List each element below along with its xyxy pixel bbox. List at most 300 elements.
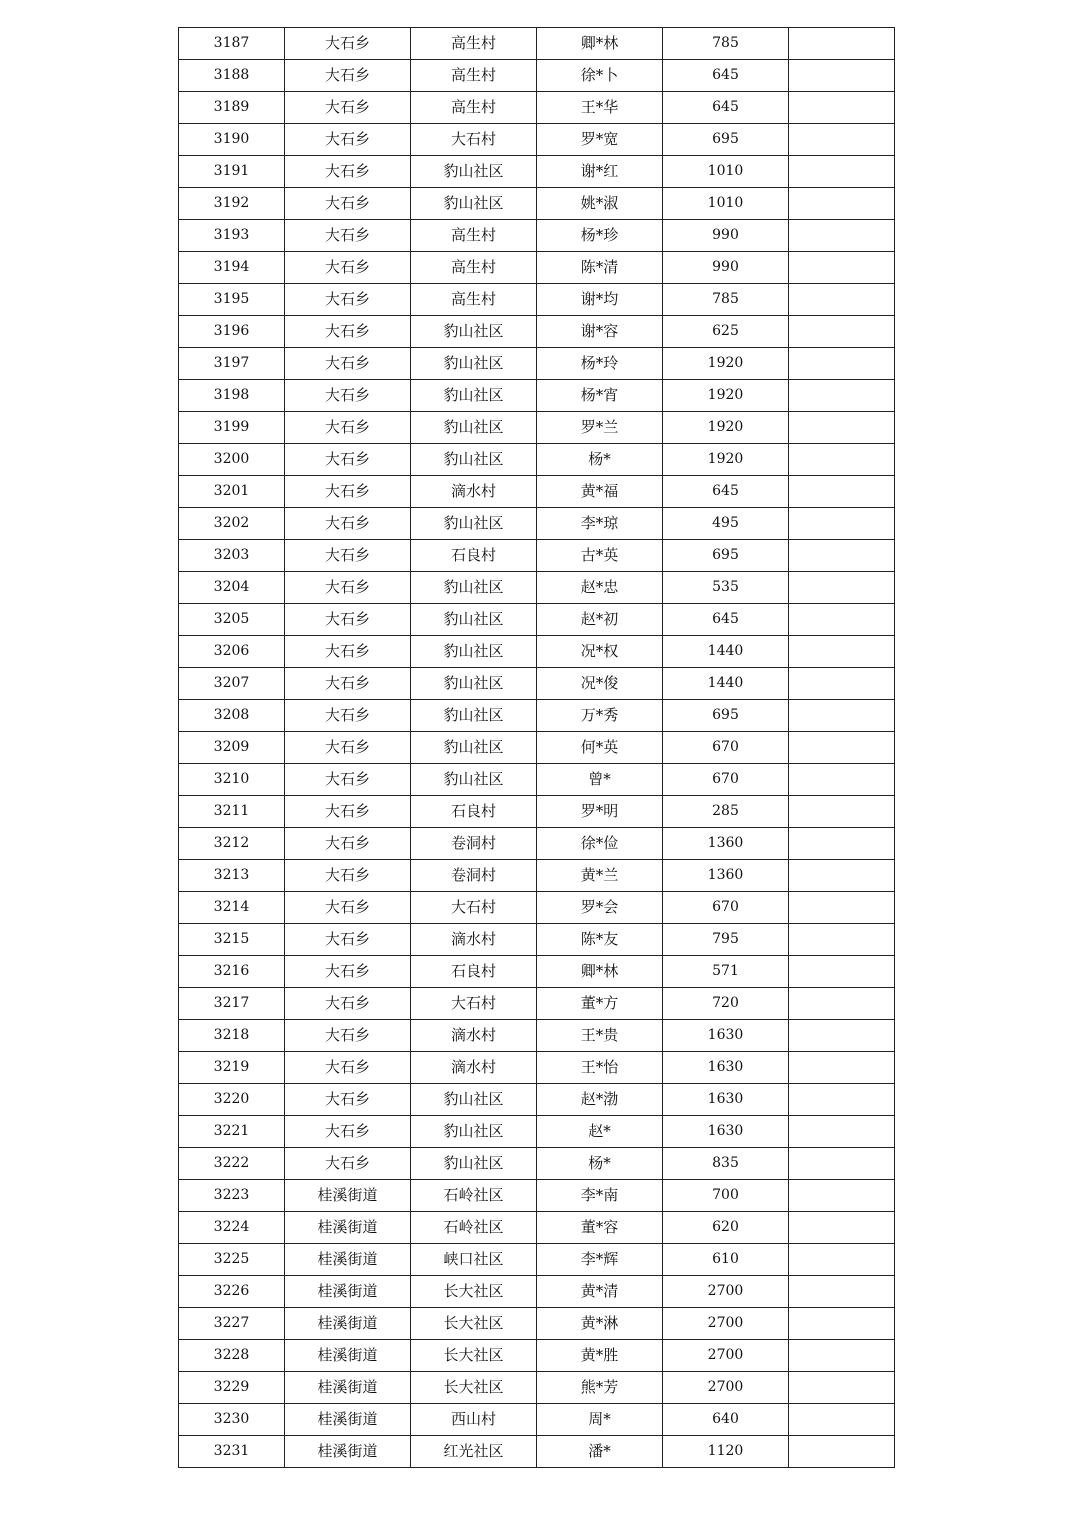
cell-town: 大石乡 [285, 220, 411, 252]
cell-person-name: 赵*忠 [537, 572, 663, 604]
cell-amount: 720 [663, 988, 789, 1020]
cell-town: 大石乡 [285, 284, 411, 316]
cell-village: 大石村 [411, 892, 537, 924]
table-row [179, 1436, 895, 1468]
cell-village: 豹山社区 [411, 156, 537, 188]
cell-amount: 645 [663, 476, 789, 508]
cell-note [789, 956, 895, 988]
cell-serial-number: 3206 [179, 636, 285, 668]
table-row [179, 924, 895, 956]
cell-amount: 785 [663, 284, 789, 316]
cell-person-name: 杨* [537, 1148, 663, 1180]
cell-amount: 1920 [663, 348, 789, 380]
cell-town: 桂溪街道 [285, 1340, 411, 1372]
cell-serial-number: 3189 [179, 92, 285, 124]
cell-person-name: 黄*清 [537, 1276, 663, 1308]
cell-town: 大石乡 [285, 828, 411, 860]
table-row [179, 604, 895, 636]
cell-town: 大石乡 [285, 572, 411, 604]
cell-note [789, 476, 895, 508]
cell-person-name: 潘* [537, 1436, 663, 1468]
table-row [179, 1340, 895, 1372]
cell-serial-number: 3221 [179, 1116, 285, 1148]
cell-village: 滴水村 [411, 1020, 537, 1052]
cell-note [789, 1308, 895, 1340]
cell-serial-number: 3201 [179, 476, 285, 508]
table-row [179, 284, 895, 316]
cell-town: 大石乡 [285, 764, 411, 796]
cell-note [789, 796, 895, 828]
cell-village: 高生村 [411, 60, 537, 92]
cell-person-name: 熊*芳 [537, 1372, 663, 1404]
cell-person-name: 何*英 [537, 732, 663, 764]
cell-note [789, 1436, 895, 1468]
cell-town: 大石乡 [285, 156, 411, 188]
cell-town: 大石乡 [285, 1116, 411, 1148]
cell-note [789, 636, 895, 668]
roster-table-body [179, 28, 895, 1468]
cell-amount: 2700 [663, 1276, 789, 1308]
cell-town: 桂溪街道 [285, 1212, 411, 1244]
cell-town: 大石乡 [285, 444, 411, 476]
cell-amount: 1010 [663, 156, 789, 188]
table-row [179, 412, 895, 444]
cell-village: 石岭社区 [411, 1180, 537, 1212]
cell-person-name: 黄*福 [537, 476, 663, 508]
cell-town: 大石乡 [285, 540, 411, 572]
cell-village: 豹山社区 [411, 412, 537, 444]
cell-amount: 1920 [663, 380, 789, 412]
cell-amount: 535 [663, 572, 789, 604]
cell-note [789, 156, 895, 188]
cell-town: 大石乡 [285, 732, 411, 764]
cell-serial-number: 3214 [179, 892, 285, 924]
cell-town: 大石乡 [285, 28, 411, 60]
cell-person-name: 李*琼 [537, 508, 663, 540]
cell-village: 西山村 [411, 1404, 537, 1436]
cell-note [789, 1340, 895, 1372]
cell-town: 大石乡 [285, 636, 411, 668]
cell-village: 豹山社区 [411, 732, 537, 764]
table-row [179, 540, 895, 572]
cell-town: 大石乡 [285, 1052, 411, 1084]
cell-note [789, 988, 895, 1020]
cell-person-name: 曾* [537, 764, 663, 796]
cell-person-name: 况*权 [537, 636, 663, 668]
cell-serial-number: 3218 [179, 1020, 285, 1052]
cell-village: 高生村 [411, 284, 537, 316]
cell-amount: 785 [663, 28, 789, 60]
cell-village: 高生村 [411, 28, 537, 60]
cell-person-name: 王*贵 [537, 1020, 663, 1052]
cell-note [789, 1180, 895, 1212]
cell-person-name: 谢*容 [537, 316, 663, 348]
table-row [179, 1180, 895, 1212]
table-row [179, 348, 895, 380]
cell-village: 长大社区 [411, 1276, 537, 1308]
cell-town: 大石乡 [285, 1020, 411, 1052]
cell-note [789, 1244, 895, 1276]
cell-village: 豹山社区 [411, 188, 537, 220]
cell-serial-number: 3190 [179, 124, 285, 156]
table-row [179, 1244, 895, 1276]
cell-serial-number: 3192 [179, 188, 285, 220]
cell-serial-number: 3226 [179, 1276, 285, 1308]
cell-amount: 571 [663, 956, 789, 988]
cell-serial-number: 3197 [179, 348, 285, 380]
cell-town: 大石乡 [285, 60, 411, 92]
cell-person-name: 罗*会 [537, 892, 663, 924]
cell-serial-number: 3209 [179, 732, 285, 764]
cell-note [789, 732, 895, 764]
cell-town: 桂溪街道 [285, 1308, 411, 1340]
cell-note [789, 124, 895, 156]
roster-table [178, 27, 895, 1468]
cell-note [789, 700, 895, 732]
cell-serial-number: 3199 [179, 412, 285, 444]
cell-person-name: 陈*清 [537, 252, 663, 284]
cell-serial-number: 3204 [179, 572, 285, 604]
cell-person-name: 万*秀 [537, 700, 663, 732]
cell-town: 大石乡 [285, 700, 411, 732]
cell-person-name: 杨* [537, 444, 663, 476]
cell-note [789, 220, 895, 252]
cell-note [789, 252, 895, 284]
cell-amount: 640 [663, 1404, 789, 1436]
cell-serial-number: 3224 [179, 1212, 285, 1244]
cell-village: 高生村 [411, 220, 537, 252]
cell-serial-number: 3208 [179, 700, 285, 732]
table-row [179, 892, 895, 924]
cell-village: 豹山社区 [411, 764, 537, 796]
cell-amount: 645 [663, 60, 789, 92]
table-row [179, 572, 895, 604]
cell-amount: 610 [663, 1244, 789, 1276]
cell-amount: 1360 [663, 828, 789, 860]
cell-amount: 670 [663, 732, 789, 764]
cell-person-name: 赵* [537, 1116, 663, 1148]
cell-village: 石良村 [411, 540, 537, 572]
cell-note [789, 348, 895, 380]
cell-note [789, 508, 895, 540]
cell-serial-number: 3222 [179, 1148, 285, 1180]
cell-person-name: 董*容 [537, 1212, 663, 1244]
cell-town: 桂溪街道 [285, 1372, 411, 1404]
cell-town: 大石乡 [285, 892, 411, 924]
cell-serial-number: 3220 [179, 1084, 285, 1116]
cell-person-name: 赵*初 [537, 604, 663, 636]
cell-person-name: 赵*渤 [537, 1084, 663, 1116]
cell-village: 豹山社区 [411, 1148, 537, 1180]
cell-serial-number: 3205 [179, 604, 285, 636]
cell-village: 豹山社区 [411, 1116, 537, 1148]
table-row [179, 764, 895, 796]
table-row [179, 444, 895, 476]
cell-serial-number: 3223 [179, 1180, 285, 1212]
cell-town: 大石乡 [285, 476, 411, 508]
cell-person-name: 杨*玲 [537, 348, 663, 380]
cell-town: 大石乡 [285, 924, 411, 956]
cell-town: 桂溪街道 [285, 1404, 411, 1436]
cell-town: 大石乡 [285, 796, 411, 828]
cell-note [789, 1148, 895, 1180]
cell-person-name: 王*华 [537, 92, 663, 124]
cell-note [789, 668, 895, 700]
table-row [179, 92, 895, 124]
cell-serial-number: 3231 [179, 1436, 285, 1468]
cell-village: 豹山社区 [411, 700, 537, 732]
cell-amount: 700 [663, 1180, 789, 1212]
cell-serial-number: 3194 [179, 252, 285, 284]
cell-person-name: 李*辉 [537, 1244, 663, 1276]
cell-amount: 795 [663, 924, 789, 956]
cell-village: 豹山社区 [411, 604, 537, 636]
cell-village: 高生村 [411, 92, 537, 124]
cell-person-name: 罗*明 [537, 796, 663, 828]
cell-serial-number: 3213 [179, 860, 285, 892]
cell-town: 大石乡 [285, 92, 411, 124]
cell-note [789, 1116, 895, 1148]
cell-note [789, 1212, 895, 1244]
cell-amount: 1630 [663, 1084, 789, 1116]
cell-village: 滴水村 [411, 476, 537, 508]
cell-village: 石良村 [411, 956, 537, 988]
cell-person-name: 罗*兰 [537, 412, 663, 444]
cell-serial-number: 3196 [179, 316, 285, 348]
table-row [179, 508, 895, 540]
table-row [179, 1372, 895, 1404]
cell-note [789, 444, 895, 476]
cell-town: 大石乡 [285, 508, 411, 540]
cell-village: 大石村 [411, 988, 537, 1020]
cell-note [789, 1276, 895, 1308]
cell-town: 大石乡 [285, 380, 411, 412]
cell-town: 大石乡 [285, 316, 411, 348]
cell-amount: 1630 [663, 1116, 789, 1148]
cell-note [789, 1020, 895, 1052]
table-row [179, 700, 895, 732]
cell-note [789, 412, 895, 444]
cell-note [789, 188, 895, 220]
cell-serial-number: 3210 [179, 764, 285, 796]
table-row [179, 28, 895, 60]
cell-note [789, 572, 895, 604]
cell-person-name: 况*俊 [537, 668, 663, 700]
cell-person-name: 姚*淑 [537, 188, 663, 220]
cell-note [789, 828, 895, 860]
cell-amount: 620 [663, 1212, 789, 1244]
cell-village: 豹山社区 [411, 1084, 537, 1116]
cell-serial-number: 3203 [179, 540, 285, 572]
cell-note [789, 1404, 895, 1436]
table-row [179, 476, 895, 508]
cell-person-name: 杨*宵 [537, 380, 663, 412]
table-row [179, 1116, 895, 1148]
cell-town: 大石乡 [285, 956, 411, 988]
table-row [179, 188, 895, 220]
table-row [179, 1148, 895, 1180]
cell-amount: 2700 [663, 1340, 789, 1372]
cell-serial-number: 3187 [179, 28, 285, 60]
cell-amount: 1010 [663, 188, 789, 220]
cell-village: 高生村 [411, 252, 537, 284]
table-row [179, 1308, 895, 1340]
cell-person-name: 古*英 [537, 540, 663, 572]
cell-amount: 1440 [663, 668, 789, 700]
cell-town: 大石乡 [285, 348, 411, 380]
table-row [179, 860, 895, 892]
cell-amount: 2700 [663, 1372, 789, 1404]
cell-village: 滴水村 [411, 1052, 537, 1084]
cell-amount: 695 [663, 124, 789, 156]
cell-amount: 990 [663, 252, 789, 284]
cell-person-name: 李*南 [537, 1180, 663, 1212]
cell-serial-number: 3219 [179, 1052, 285, 1084]
cell-amount: 670 [663, 764, 789, 796]
cell-amount: 2700 [663, 1308, 789, 1340]
cell-town: 桂溪街道 [285, 1244, 411, 1276]
cell-amount: 835 [663, 1148, 789, 1180]
cell-serial-number: 3230 [179, 1404, 285, 1436]
cell-note [789, 1084, 895, 1116]
cell-amount: 285 [663, 796, 789, 828]
cell-village: 长大社区 [411, 1340, 537, 1372]
cell-village: 豹山社区 [411, 508, 537, 540]
table-row [179, 1404, 895, 1436]
cell-village: 豹山社区 [411, 316, 537, 348]
cell-note [789, 284, 895, 316]
cell-village: 豹山社区 [411, 572, 537, 604]
cell-serial-number: 3188 [179, 60, 285, 92]
table-row [179, 732, 895, 764]
cell-person-name: 周* [537, 1404, 663, 1436]
cell-serial-number: 3202 [179, 508, 285, 540]
cell-serial-number: 3212 [179, 828, 285, 860]
cell-serial-number: 3228 [179, 1340, 285, 1372]
cell-village: 卷洞村 [411, 828, 537, 860]
cell-note [789, 924, 895, 956]
cell-amount: 1360 [663, 860, 789, 892]
cell-person-name: 谢*红 [537, 156, 663, 188]
table-row [179, 1084, 895, 1116]
cell-town: 桂溪街道 [285, 1436, 411, 1468]
cell-amount: 1120 [663, 1436, 789, 1468]
cell-amount: 495 [663, 508, 789, 540]
cell-amount: 645 [663, 92, 789, 124]
cell-amount: 1920 [663, 444, 789, 476]
cell-town: 大石乡 [285, 988, 411, 1020]
cell-person-name: 黄*兰 [537, 860, 663, 892]
cell-town: 大石乡 [285, 412, 411, 444]
cell-amount: 990 [663, 220, 789, 252]
table-row [179, 988, 895, 1020]
table-row [179, 1020, 895, 1052]
table-row [179, 668, 895, 700]
cell-person-name: 卿*林 [537, 28, 663, 60]
table-row [179, 1276, 895, 1308]
cell-person-name: 黄*淋 [537, 1308, 663, 1340]
cell-person-name: 董*方 [537, 988, 663, 1020]
cell-serial-number: 3215 [179, 924, 285, 956]
cell-note [789, 380, 895, 412]
cell-person-name: 王*怡 [537, 1052, 663, 1084]
cell-note [789, 1052, 895, 1084]
table-row [179, 956, 895, 988]
cell-village: 豹山社区 [411, 380, 537, 412]
cell-amount: 1920 [663, 412, 789, 444]
cell-note [789, 604, 895, 636]
table-row [179, 1212, 895, 1244]
cell-town: 大石乡 [285, 860, 411, 892]
cell-village: 红光社区 [411, 1436, 537, 1468]
cell-note [789, 60, 895, 92]
cell-serial-number: 3211 [179, 796, 285, 828]
cell-village: 豹山社区 [411, 348, 537, 380]
cell-person-name: 陈*友 [537, 924, 663, 956]
table-row [179, 828, 895, 860]
cell-serial-number: 3227 [179, 1308, 285, 1340]
cell-town: 大石乡 [285, 1148, 411, 1180]
cell-note [789, 860, 895, 892]
table-row [179, 124, 895, 156]
cell-person-name: 徐*俭 [537, 828, 663, 860]
cell-amount: 695 [663, 700, 789, 732]
cell-village: 卷洞村 [411, 860, 537, 892]
cell-town: 大石乡 [285, 124, 411, 156]
table-row [179, 156, 895, 188]
cell-serial-number: 3225 [179, 1244, 285, 1276]
cell-amount: 695 [663, 540, 789, 572]
table-row [179, 316, 895, 348]
cell-serial-number: 3193 [179, 220, 285, 252]
cell-village: 滴水村 [411, 924, 537, 956]
cell-person-name: 谢*均 [537, 284, 663, 316]
cell-village: 豹山社区 [411, 444, 537, 476]
cell-amount: 1440 [663, 636, 789, 668]
cell-person-name: 杨*珍 [537, 220, 663, 252]
table-row [179, 252, 895, 284]
cell-serial-number: 3198 [179, 380, 285, 412]
cell-serial-number: 3207 [179, 668, 285, 700]
cell-note [789, 892, 895, 924]
cell-town: 大石乡 [285, 668, 411, 700]
cell-village: 长大社区 [411, 1372, 537, 1404]
cell-amount: 1630 [663, 1052, 789, 1084]
cell-serial-number: 3229 [179, 1372, 285, 1404]
cell-town: 大石乡 [285, 188, 411, 220]
cell-person-name: 卿*林 [537, 956, 663, 988]
cell-village: 豹山社区 [411, 636, 537, 668]
cell-person-name: 罗*宽 [537, 124, 663, 156]
cell-village: 峡口社区 [411, 1244, 537, 1276]
cell-note [789, 316, 895, 348]
cell-note [789, 764, 895, 796]
cell-person-name: 黄*胜 [537, 1340, 663, 1372]
cell-serial-number: 3195 [179, 284, 285, 316]
cell-village: 大石村 [411, 124, 537, 156]
cell-note [789, 1372, 895, 1404]
cell-village: 长大社区 [411, 1308, 537, 1340]
table-row [179, 1052, 895, 1084]
table-row [179, 220, 895, 252]
cell-serial-number: 3200 [179, 444, 285, 476]
cell-town: 大石乡 [285, 604, 411, 636]
cell-note [789, 28, 895, 60]
table-row [179, 380, 895, 412]
cell-village: 豹山社区 [411, 668, 537, 700]
cell-note [789, 92, 895, 124]
cell-village: 石良村 [411, 796, 537, 828]
